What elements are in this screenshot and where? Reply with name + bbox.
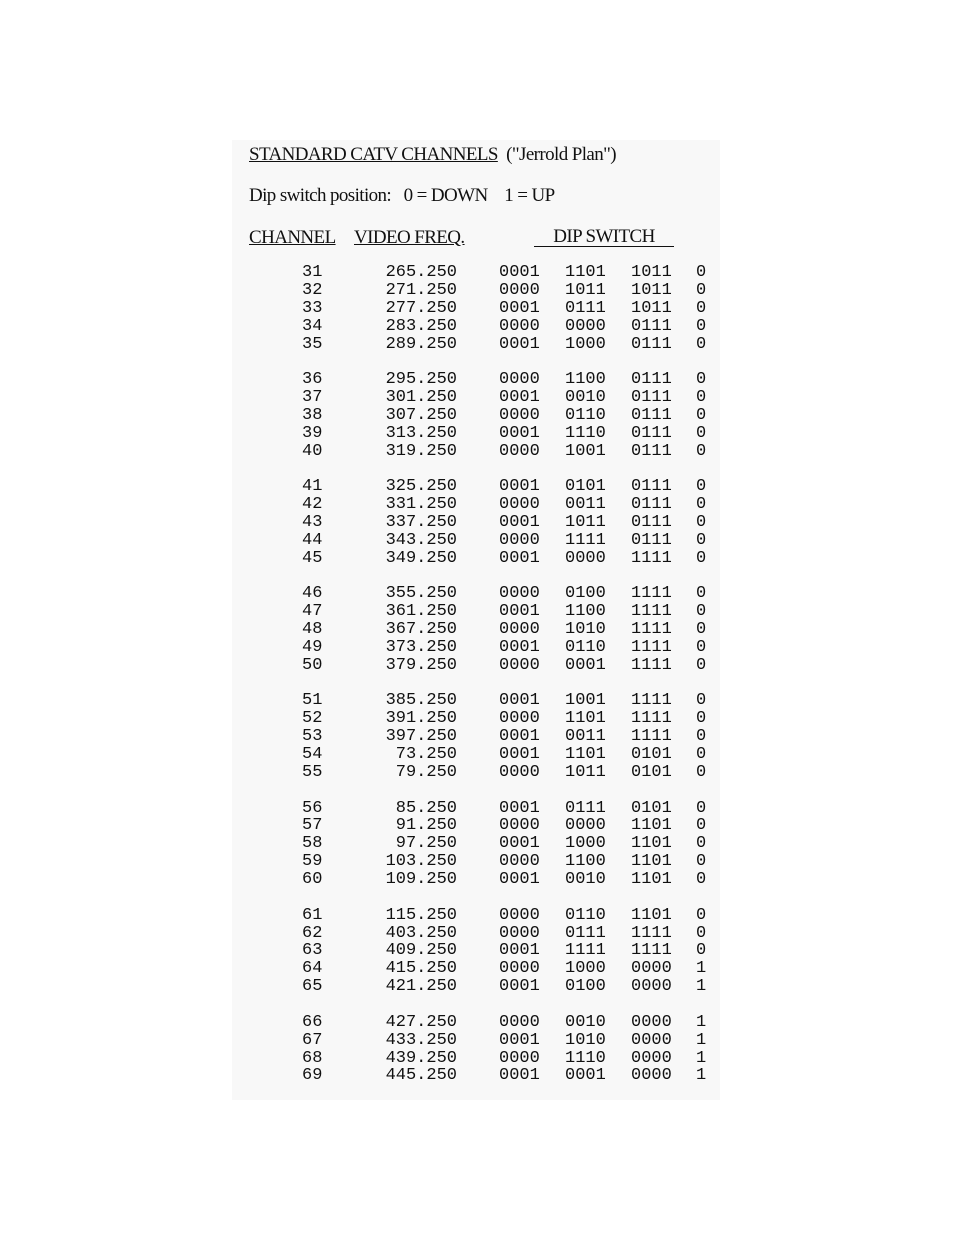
dip-bit-4: 0 (696, 727, 707, 747)
channel-number: 63 (302, 941, 323, 961)
dip-group-3: 0000 (631, 1012, 672, 1032)
channel-number: 31 (302, 263, 323, 282)
dip-group-2: 1000 (565, 334, 606, 354)
video-frequency: 301.250 (385, 388, 457, 407)
dip-legend-label: Dip switch position: (249, 185, 392, 206)
channel-number: 60 (302, 870, 323, 890)
channel-number: 40 (302, 441, 323, 461)
table-row (0, 496, 954, 514)
dip-bit-4: 1 (696, 1012, 707, 1032)
table-row (0, 389, 954, 407)
dip-group-2: 1110 (565, 423, 606, 443)
channel-number: 52 (302, 709, 323, 729)
dip-bit-4: 0 (696, 620, 707, 640)
dip-group-1: 0000 (499, 620, 540, 640)
dip-bit-4: 0 (696, 798, 707, 818)
dip-bit-4: 0 (696, 316, 707, 336)
page-title (249, 144, 616, 166)
video-frequency: 397.250 (385, 727, 457, 747)
dip-group-2: 0110 (565, 638, 606, 657)
video-frequency: 439.250 (385, 1048, 457, 1068)
dip-group-1: 0000 (499, 370, 540, 390)
dip-group-3: 0111 (631, 334, 672, 354)
dip-group-2: 0111 (565, 923, 606, 943)
column-header-dip-switch: DIP SWITCH (534, 227, 674, 247)
dip-group-1: 0001 (499, 1066, 540, 1086)
table-row (0, 746, 954, 764)
video-frequency: 91.250 (395, 816, 457, 836)
dip-group-2: 1111 (565, 941, 606, 961)
dip-group-2: 1001 (565, 691, 606, 711)
dip-group-1: 0001 (499, 727, 540, 747)
title-plan: ("Jerrold Plan") (506, 144, 617, 165)
channel-number: 32 (302, 280, 323, 300)
video-frequency: 295.250 (385, 370, 457, 390)
dip-group-3: 1011 (631, 298, 672, 318)
channel-number: 33 (302, 298, 323, 318)
dip-group-2: 1000 (565, 959, 606, 979)
dip-group-2: 0000 (565, 816, 606, 836)
video-frequency: 433.250 (385, 1030, 457, 1050)
channel-number: 46 (302, 584, 323, 604)
video-frequency: 319.250 (385, 441, 457, 461)
channel-number: 47 (302, 602, 323, 622)
dip-group-1: 0000 (499, 655, 540, 675)
video-frequency: 349.250 (385, 548, 457, 568)
dip-group-1: 0001 (499, 477, 540, 497)
dip-group-2: 1101 (565, 709, 606, 729)
dip-group-3: 0000 (631, 977, 672, 997)
video-frequency: 427.250 (385, 1012, 457, 1032)
table-row (0, 1032, 954, 1050)
dip-group-1: 0001 (499, 548, 540, 568)
channel-number: 39 (302, 423, 323, 443)
channel-number: 69 (302, 1066, 323, 1086)
video-frequency: 325.250 (385, 477, 457, 497)
channel-number: 37 (302, 388, 323, 407)
dip-bit-4: 0 (696, 852, 707, 872)
dip-group-1: 0000 (499, 816, 540, 836)
dip-group-2: 1101 (565, 745, 606, 765)
channel-number: 57 (302, 816, 323, 836)
table-row (0, 478, 954, 496)
dip-group-1: 0000 (499, 1012, 540, 1032)
dip-group-1: 0000 (499, 709, 540, 729)
dip-group-1: 0000 (499, 763, 540, 782)
dip-group-3: 1101 (631, 905, 672, 925)
table-row (0, 907, 954, 925)
channel-number: 45 (302, 548, 323, 568)
dip-bit-4: 0 (696, 905, 707, 925)
video-frequency: 97.250 (395, 834, 457, 854)
dip-bit-4: 0 (696, 530, 707, 550)
dip-group-1: 0001 (499, 423, 540, 443)
dip-group-3: 0111 (631, 370, 672, 390)
video-frequency: 391.250 (385, 709, 457, 729)
video-frequency: 103.250 (385, 852, 457, 872)
video-frequency: 421.250 (385, 977, 457, 997)
dip-group-3: 0000 (631, 1030, 672, 1050)
dip-legend-up: 1 = UP (504, 185, 555, 206)
dip-group-3: 0000 (631, 1066, 672, 1086)
channel-number: 50 (302, 655, 323, 675)
dip-group-3: 0111 (631, 423, 672, 443)
dip-group-1: 0000 (499, 923, 540, 943)
dip-group-2: 1100 (565, 852, 606, 872)
dip-group-1: 0001 (499, 691, 540, 711)
dip-group-3: 0000 (631, 1048, 672, 1068)
dip-group-2: 1010 (565, 1030, 606, 1050)
dip-group-2: 0110 (565, 405, 606, 425)
dip-group-3: 1111 (631, 548, 672, 568)
dip-group-1: 0000 (499, 280, 540, 300)
dip-bit-4: 0 (696, 280, 707, 300)
dip-group-1: 0000 (499, 1048, 540, 1068)
dip-group-1: 0001 (499, 334, 540, 354)
video-frequency: 385.250 (385, 691, 457, 711)
channel-number: 53 (302, 727, 323, 747)
dip-bit-4: 0 (696, 334, 707, 354)
dip-group-2: 1011 (565, 280, 606, 300)
table-row (0, 853, 954, 871)
table-row (0, 925, 954, 943)
channel-number: 42 (302, 495, 323, 515)
channel-number: 61 (302, 905, 323, 925)
table-row (0, 978, 954, 996)
dip-group-3: 0101 (631, 798, 672, 818)
channel-number: 68 (302, 1048, 323, 1068)
table-row (0, 336, 954, 354)
dip-group-2: 0011 (565, 727, 606, 747)
dip-bit-4: 0 (696, 655, 707, 675)
dip-group-1: 0001 (499, 388, 540, 407)
dip-group-3: 0111 (631, 477, 672, 497)
video-frequency: 337.250 (385, 513, 457, 532)
dip-group-1: 0000 (499, 441, 540, 461)
video-frequency: 373.250 (385, 638, 457, 657)
video-frequency: 289.250 (385, 334, 457, 354)
dip-group-1: 0001 (499, 1030, 540, 1050)
table-row (0, 585, 954, 603)
channel-number: 36 (302, 370, 323, 390)
video-frequency: 265.250 (385, 263, 457, 282)
dip-group-2: 0111 (565, 798, 606, 818)
title-main: STANDARD CATV CHANNELS (249, 144, 498, 165)
dip-group-1: 0001 (499, 834, 540, 854)
table-row (0, 603, 954, 621)
dip-group-2: 0010 (565, 870, 606, 890)
channel-number: 49 (302, 638, 323, 657)
video-frequency: 115.250 (385, 905, 457, 925)
dip-group-3: 0111 (631, 530, 672, 550)
channel-number: 59 (302, 852, 323, 872)
dip-bit-4: 0 (696, 405, 707, 425)
dip-bit-4: 1 (696, 1066, 707, 1086)
dip-group-3: 1111 (631, 923, 672, 943)
dip-group-2: 0010 (565, 1012, 606, 1032)
dip-legend-down: 0 = DOWN (403, 185, 488, 206)
dip-group-1: 0001 (499, 263, 540, 282)
dip-group-1: 0000 (499, 852, 540, 872)
dip-bit-4: 0 (696, 495, 707, 515)
dip-group-2: 1010 (565, 620, 606, 640)
dip-group-3: 1111 (631, 941, 672, 961)
table-row (0, 425, 954, 443)
dip-group-3: 1011 (631, 263, 672, 282)
dip-group-1: 0001 (499, 513, 540, 532)
dip-group-2: 0110 (565, 905, 606, 925)
dip-group-2: 0000 (565, 316, 606, 336)
dip-group-3: 0101 (631, 745, 672, 765)
dip-bit-4: 0 (696, 745, 707, 765)
dip-group-1: 0000 (499, 316, 540, 336)
table-row (0, 817, 954, 835)
table-row (0, 1014, 954, 1032)
dip-group-3: 1101 (631, 834, 672, 854)
table-row (0, 621, 954, 639)
table-row (0, 371, 954, 389)
table-row (0, 532, 954, 550)
dip-bit-4: 1 (696, 959, 707, 979)
dip-bit-4: 0 (696, 423, 707, 443)
video-frequency: 445.250 (385, 1066, 457, 1086)
table-row (0, 443, 954, 461)
dip-group-3: 0111 (631, 441, 672, 461)
dip-group-1: 0000 (499, 584, 540, 604)
dip-bit-4: 0 (696, 441, 707, 461)
dip-bit-4: 0 (696, 548, 707, 568)
dip-bit-4: 0 (696, 763, 707, 782)
dip-bit-4: 0 (696, 298, 707, 318)
table-row (0, 282, 954, 300)
channel-number: 35 (302, 334, 323, 354)
dip-group-2: 0111 (565, 298, 606, 318)
dip-group-2: 1100 (565, 602, 606, 622)
dip-bit-4: 0 (696, 816, 707, 836)
video-frequency: 379.250 (385, 655, 457, 675)
dip-group-1: 0001 (499, 941, 540, 961)
video-frequency: 361.250 (385, 602, 457, 622)
dip-group-3: 1111 (631, 620, 672, 640)
dip-group-2: 0101 (565, 477, 606, 497)
dip-group-2: 0100 (565, 584, 606, 604)
video-frequency: 277.250 (385, 298, 457, 318)
table-row (0, 871, 954, 889)
dip-group-3: 1111 (631, 638, 672, 657)
video-frequency: 283.250 (385, 316, 457, 336)
channel-number: 62 (302, 923, 323, 943)
dip-group-3: 0111 (631, 316, 672, 336)
video-frequency: 73.250 (395, 745, 457, 765)
dip-bit-4: 0 (696, 923, 707, 943)
dip-bit-4: 0 (696, 388, 707, 407)
dip-group-1: 0001 (499, 298, 540, 318)
dip-group-2: 1101 (565, 263, 606, 282)
dip-group-1: 0001 (499, 638, 540, 657)
channel-number: 56 (302, 798, 323, 818)
dip-group-1: 0000 (499, 959, 540, 979)
table-row (0, 960, 954, 978)
video-frequency: 85.250 (395, 798, 457, 818)
dip-group-1: 0001 (499, 870, 540, 890)
table-row (0, 657, 954, 675)
dip-group-3: 1111 (631, 727, 672, 747)
channel-number: 38 (302, 405, 323, 425)
video-frequency: 409.250 (385, 941, 457, 961)
table-row (0, 407, 954, 425)
table-row (0, 550, 954, 568)
dip-group-3: 0111 (631, 513, 672, 532)
table-row (0, 318, 954, 336)
dip-group-3: 1101 (631, 870, 672, 890)
dip-group-3: 0111 (631, 405, 672, 425)
dip-group-1: 0000 (499, 495, 540, 515)
video-frequency: 313.250 (385, 423, 457, 443)
dip-group-3: 0111 (631, 388, 672, 407)
channel-number: 43 (302, 513, 323, 532)
dip-group-3: 0111 (631, 495, 672, 515)
video-frequency: 367.250 (385, 620, 457, 640)
channel-number: 41 (302, 477, 323, 497)
channel-number: 34 (302, 316, 323, 336)
dip-group-1: 0000 (499, 530, 540, 550)
dip-group-2: 1000 (565, 834, 606, 854)
table-row (0, 264, 954, 282)
video-frequency: 415.250 (385, 959, 457, 979)
dip-bit-4: 1 (696, 977, 707, 997)
channel-number: 66 (302, 1012, 323, 1032)
dip-group-3: 1111 (631, 691, 672, 711)
table-row (0, 692, 954, 710)
dip-group-3: 1101 (631, 852, 672, 872)
dip-bit-4: 0 (696, 870, 707, 890)
channel-number: 48 (302, 620, 323, 640)
table-row (0, 800, 954, 818)
video-frequency: 79.250 (395, 763, 457, 782)
table-row (0, 514, 954, 532)
dip-group-2: 0001 (565, 655, 606, 675)
video-frequency: 307.250 (385, 405, 457, 425)
dip-group-3: 1111 (631, 655, 672, 675)
table-row (0, 710, 954, 728)
dip-group-3: 1111 (631, 602, 672, 622)
channel-number: 58 (302, 834, 323, 854)
dip-group-1: 0000 (499, 405, 540, 425)
dip-group-1: 0001 (499, 977, 540, 997)
dip-group-2: 1011 (565, 513, 606, 532)
dip-bit-4: 0 (696, 638, 707, 657)
dip-bit-4: 0 (696, 602, 707, 622)
dip-group-2: 1110 (565, 1048, 606, 1068)
dip-group-3: 0101 (631, 763, 672, 782)
dip-group-2: 0010 (565, 388, 606, 407)
table-row (0, 764, 954, 782)
dip-group-1: 0001 (499, 745, 540, 765)
dip-bit-4: 1 (696, 1048, 707, 1068)
dip-group-2: 0000 (565, 548, 606, 568)
channel-number: 64 (302, 959, 323, 979)
dip-bit-4: 0 (696, 263, 707, 282)
video-frequency: 343.250 (385, 530, 457, 550)
dip-group-3: 1101 (631, 816, 672, 836)
channel-number: 55 (302, 763, 323, 782)
dip-group-1: 0001 (499, 798, 540, 818)
video-frequency: 109.250 (385, 870, 457, 890)
dip-group-2: 1011 (565, 763, 606, 782)
dip-bit-4: 1 (696, 1030, 707, 1050)
table-row (0, 942, 954, 960)
table-row (0, 1050, 954, 1068)
channel-number: 44 (302, 530, 323, 550)
table-row (0, 639, 954, 657)
dip-group-1: 0000 (499, 905, 540, 925)
channel-number: 54 (302, 745, 323, 765)
channel-number: 51 (302, 691, 323, 711)
dip-group-2: 0001 (565, 1066, 606, 1086)
dip-bit-4: 0 (696, 834, 707, 854)
video-frequency: 271.250 (385, 280, 457, 300)
dip-group-3: 1011 (631, 280, 672, 300)
dip-bit-4: 0 (696, 513, 707, 532)
channel-number: 65 (302, 977, 323, 997)
channel-number: 67 (302, 1030, 323, 1050)
dip-group-2: 0100 (565, 977, 606, 997)
table-row (0, 835, 954, 853)
dip-group-1: 0001 (499, 602, 540, 622)
dip-group-3: 1111 (631, 584, 672, 604)
dip-bit-4: 0 (696, 370, 707, 390)
table-row (0, 300, 954, 318)
dip-group-3: 1111 (631, 709, 672, 729)
dip-switch-legend (249, 185, 555, 207)
dip-bit-4: 0 (696, 709, 707, 729)
dip-group-2: 1111 (565, 530, 606, 550)
dip-bit-4: 0 (696, 584, 707, 604)
column-header-video-freq: VIDEO FREQ. (354, 227, 465, 248)
video-frequency: 403.250 (385, 923, 457, 943)
video-frequency: 355.250 (385, 584, 457, 604)
dip-bit-4: 0 (696, 941, 707, 961)
dip-group-2: 0011 (565, 495, 606, 515)
dip-bit-4: 0 (696, 691, 707, 711)
dip-bit-4: 0 (696, 477, 707, 497)
table-row (0, 1067, 954, 1085)
dip-group-3: 0000 (631, 959, 672, 979)
table-row (0, 728, 954, 746)
column-header-channel: CHANNEL (249, 227, 336, 248)
dip-group-2: 1100 (565, 370, 606, 390)
dip-group-2: 1001 (565, 441, 606, 461)
video-frequency: 331.250 (385, 495, 457, 515)
